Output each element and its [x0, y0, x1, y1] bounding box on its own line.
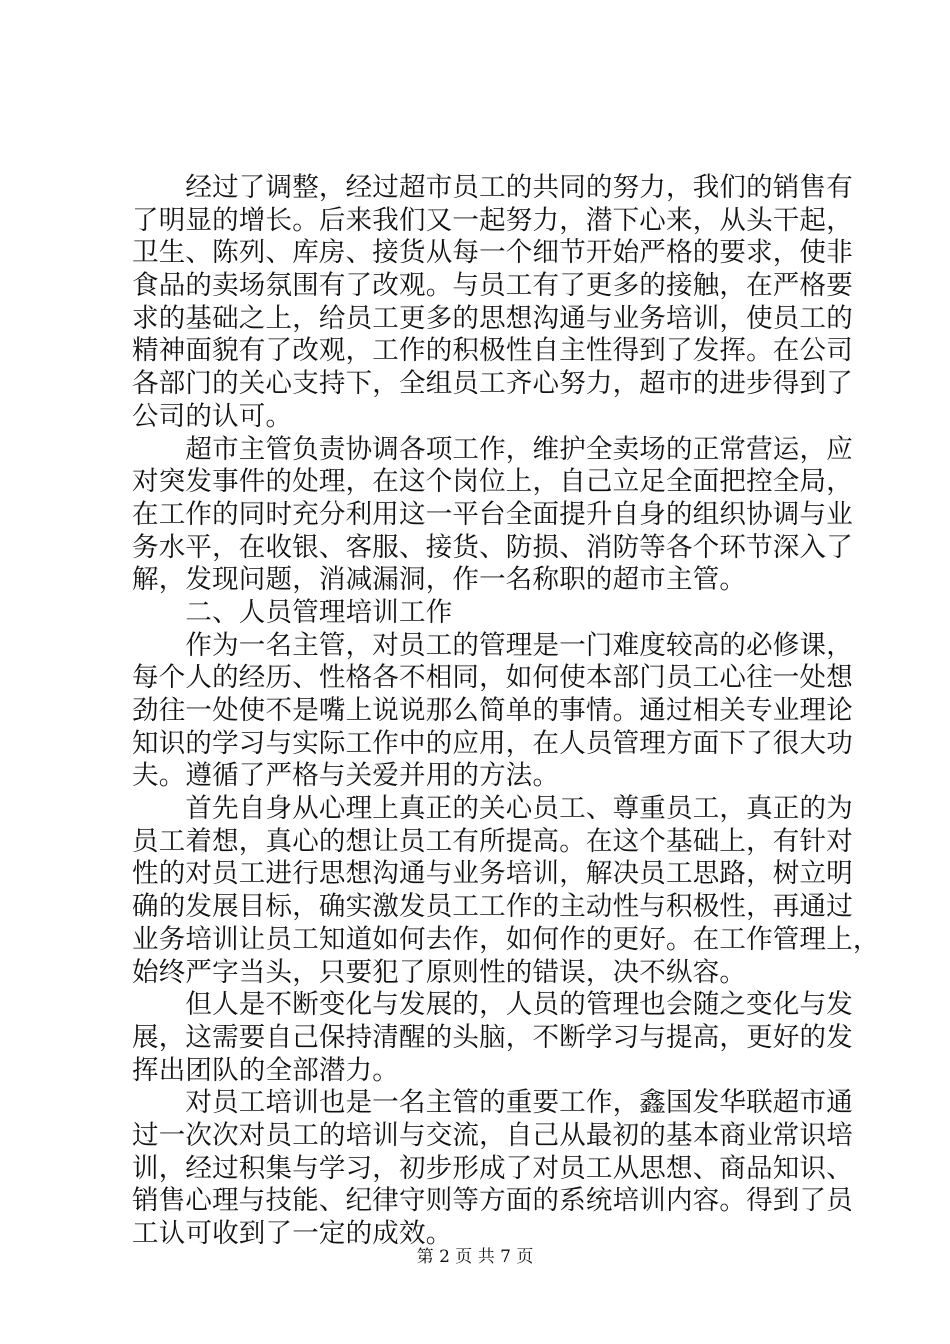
text-line: 超市主管负责协调各项工作，维护全卖场的正常营运，应	[132, 433, 853, 465]
text-line: 夫。遵循了严格与关爱并用的方法。	[132, 760, 560, 792]
text-line: 务水平，在收银、客服、接货、防损、消防等各个环节深入了	[132, 531, 853, 563]
text-line: 始终严字当头，只要犯了原则性的错误，决不纵容。	[132, 956, 747, 988]
text-line: 销售心理与技能、纪律守则等方面的系统培训内容。得到了员	[132, 1185, 853, 1217]
text-line: 展，这需要自己保持清醒的头脑，不断学习与提高，更好的发	[132, 1021, 853, 1053]
text-line: 知识的学习与实际工作中的应用，在人员管理方面下了很大功	[132, 727, 853, 759]
text-line: 作为一名主管，对员工的管理是一门难度较高的必修课，	[132, 629, 853, 661]
text-line: 在工作的同时充分利用这一平台全面提升自身的组织协调与业	[132, 498, 853, 530]
text-line: 训，经过积集与学习，初步形成了对员工从思想、商品知识、	[132, 1152, 853, 1184]
text-line: 工认可收到了一定的成效。	[132, 1218, 453, 1249]
text-line: 对突发事件的处理，在这个岗位上，自己立足全面把控全局，	[132, 466, 853, 498]
text-line: 首先自身从心理上真正的关心员工、尊重员工，真正的为	[132, 793, 853, 825]
text-line: 了明显的增长。后来我们又一起努力，潜下心来，从头干起，	[132, 204, 853, 236]
page-number-footer: 第 2 页 共 7 页	[416, 1247, 534, 1267]
text-line: 过一次次对员工的培训与交流，自己从最初的基本商业常识培	[132, 1119, 853, 1151]
text-line: 每个人的经历、性格各不相同，如何使本部门员工心往一处想	[132, 662, 853, 694]
text-line: 各部门的关心支持下，全组员工齐心努力，超市的进步得到了	[132, 368, 853, 400]
text-line: 经过了调整，经过超市员工的共同的努力，我们的销售有	[132, 172, 853, 203]
text-line: 挥出团队的全部潜力。	[132, 1054, 399, 1086]
document-body	[132, 172, 880, 1251]
text-line: 业务培训让员工知道如何去作，如何作的更好。在工作管理上，	[132, 923, 880, 955]
text-line: 解，发现问题，消减漏洞，作一名称职的超市主管。	[132, 564, 747, 596]
text-line: 卫生、陈列、库房、接货从每一个细节开始严格的要求，使非	[132, 237, 853, 269]
text-line: 精神面貌有了改观，工作的积极性自主性得到了发挥。在公司	[132, 335, 853, 367]
text-line: 食品的卖场氛围有了改观。与员工有了更多的接触，在严格要	[132, 270, 853, 302]
text-line: 公司的认可。	[132, 400, 293, 432]
section-heading: 二、人员管理培训工作	[132, 596, 453, 628]
text-line: 性的对员工进行思想沟通与业务培训，解决员工思路，树立明	[132, 858, 853, 890]
text-line: 员工着想，真心的想让员工有所提高。在这个基础上，有针对	[132, 825, 853, 857]
text-line: 但人是不断变化与发展的，人员的管理也会随之变化与发	[132, 989, 853, 1021]
text-line: 确的发展目标，确实激发员工工作的主动性与积极性，再通过	[132, 891, 853, 923]
text-line: 劲往一处使不是嘴上说说那么简单的事情。通过相关专业理论	[132, 695, 853, 726]
text-line: 求的基础之上，给员工更多的思想沟通与业务培训，使员工的	[132, 302, 853, 334]
text-line: 对员工培训也是一名主管的重要工作，鑫国发华联超市通	[132, 1087, 853, 1119]
